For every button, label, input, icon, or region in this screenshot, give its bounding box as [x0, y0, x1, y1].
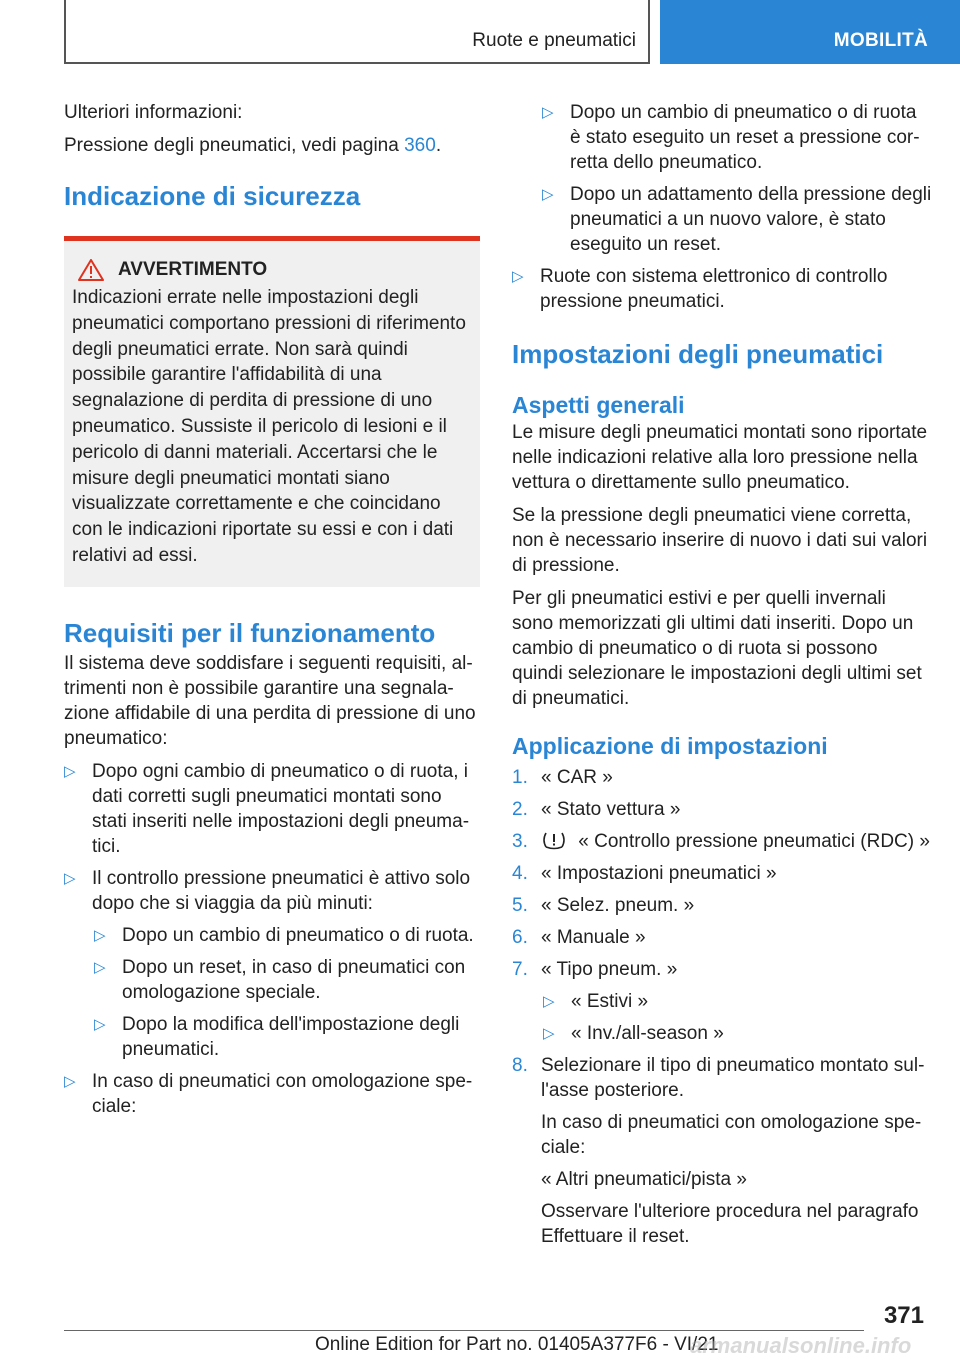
- list-item: [94, 955, 480, 1005]
- step-item: [512, 1053, 932, 1249]
- left-column: [64, 100, 480, 1126]
- triangle-bullet-icon: ▷: [542, 104, 554, 121]
- list-item-text: « Inv./all-season »: [571, 1023, 724, 1044]
- list-item-text: In caso di pneumatici con omologazione speciale:: [92, 1070, 473, 1117]
- list-item: [64, 1069, 480, 1119]
- step-number: 2.: [512, 799, 528, 820]
- requirements-list: [64, 759, 480, 1119]
- page-number: 371: [883, 1302, 924, 1329]
- list-item: [543, 989, 932, 1014]
- right-column: [512, 100, 932, 1256]
- apply-heading: Applicazione di impostazioni: [512, 733, 828, 759]
- triangle-bullet-icon: ▷: [64, 1072, 76, 1090]
- continued-list: [512, 264, 932, 314]
- step-text: « Impostazioni pneumatici »: [541, 863, 777, 884]
- triangle-bullet-icon: ▷: [543, 1025, 555, 1042]
- triangle-bullet-icon: ▷: [543, 993, 555, 1010]
- triangle-bullet-icon: ▷: [64, 762, 76, 780]
- triangle-bullet-icon: ▷: [94, 926, 106, 944]
- list-item: [543, 1021, 932, 1046]
- step7-options: [543, 989, 932, 1046]
- step-text: « Manuale »: [541, 927, 646, 948]
- step-text: « Controllo pressione pneumatici (RDC) »: [578, 831, 930, 852]
- list-item-text: Dopo un cambio di pneumatico o di ruota.: [122, 924, 474, 946]
- warning-triangle-icon: [78, 259, 104, 281]
- triangle-bullet-icon: ▷: [512, 268, 524, 285]
- safety-heading: Indicazione di sicurezza: [64, 181, 361, 211]
- footer-divider: [64, 1330, 864, 1331]
- step-text: Selezionare il tipo di pneumatico montato sull'asse posteriore.: [541, 1055, 925, 1101]
- continued-nested-list: [542, 100, 932, 257]
- step-text: « Stato vettura »: [541, 799, 681, 820]
- intro-end: .: [435, 135, 442, 156]
- list-item-text: Dopo la modifica dell'impostazione degli pneumatici.: [122, 1013, 460, 1060]
- step-number: 3.: [512, 831, 528, 852]
- step-number: 1.: [512, 767, 528, 788]
- header-divider-left: [64, 0, 66, 64]
- step8-paragraph-3: « Altri pneumatici/pista »: [541, 1169, 747, 1190]
- steps-list: [512, 765, 932, 1249]
- list-item-text: Il controllo pressione pneumatici è attivo solo dopo che si viaggia da più minuti:: [92, 867, 471, 914]
- general-paragraph-1: Le misure degli pneumatici montati sono riportate nelle indicazioni relative alla loro pressione nella vettura o direttamente sullo pneumatico.: [512, 422, 928, 493]
- step-text: « Tipo pneum. »: [541, 959, 678, 980]
- warning-title: AVVERTIMENTO: [118, 259, 268, 280]
- list-item-text: Dopo un adattamento della pressione degli pneumatici a un nuovo valore, è stato eseguito un reset.: [570, 184, 932, 255]
- list-item: [542, 182, 932, 257]
- page-link[interactable]: 360: [404, 135, 436, 156]
- step-number: 8.: [512, 1055, 528, 1076]
- chapter-label: MOBILITÀ: [833, 30, 928, 51]
- triangle-bullet-icon: ▷: [94, 1015, 106, 1033]
- settings-heading: Impostazioni degli pneumatici: [512, 339, 884, 369]
- list-item-text: Dopo un reset, in caso di pneumatici con omologazione speciale.: [122, 956, 466, 1003]
- section-title: Ruote e pneumatici: [472, 30, 636, 51]
- step-item: [512, 797, 932, 822]
- step-item: [512, 765, 932, 790]
- step-text: « CAR »: [541, 767, 613, 788]
- step-number: 7.: [512, 959, 528, 980]
- header-divider-bottom: [64, 62, 650, 64]
- edition-text: Online Edition for Part no. 01405A377F6 - VI/21: [315, 1334, 719, 1355]
- intro-text: Pressione degli pneumatici, vedi pagina: [64, 135, 399, 156]
- triangle-bullet-icon: ▷: [64, 869, 76, 887]
- list-item: [542, 100, 932, 175]
- page-header: [0, 0, 960, 65]
- requirements-heading: Requisiti per il funzionamento: [64, 617, 436, 648]
- step-item: [512, 893, 932, 918]
- triangle-bullet-icon: ▷: [542, 186, 554, 203]
- watermark: armanualsonline.info: [690, 1333, 912, 1358]
- general-paragraph-2: Se la pressione degli pneumatici viene corretta, non è necessario inserire di nuovo i dati sui valori di pressione.: [512, 505, 928, 576]
- tire-pressure-warning-icon: [541, 830, 567, 850]
- step-text: « Selez. pneum. »: [541, 895, 695, 916]
- warning-text: Indicazioni errate nelle impostazioni degli pneumatici comportano pressioni di riferimento degli pneumatici errate. Non sarà quindi possibile garantire l'affidabilità di una segnalazione di perdita di pressione di uno pneumatico. Sussiste il pericolo di lesioni e il pericolo di danni materiali. Accertarsi che le misure degli pneumatici montati siano visualizzate correttamente e che coincidano con le indicazioni riportate su essi e con i dati relativi ad essi.: [72, 287, 466, 566]
- step-number: 5.: [512, 895, 528, 916]
- step-item: [512, 861, 932, 886]
- triangle-bullet-icon: ▷: [94, 958, 106, 976]
- intro-label: Ulteriori informazioni:: [64, 102, 243, 123]
- list-item: [94, 1012, 480, 1062]
- list-item: [94, 923, 480, 948]
- list-item: [64, 759, 480, 859]
- header-divider-mid: [648, 0, 650, 64]
- list-item-text: Ruote con sistema elettronico di controllo pressione pneumatici.: [540, 266, 888, 312]
- step8-paragraph-2: In caso di pneumatici con omologazione speciale:: [541, 1112, 922, 1158]
- intro-paragraph: [64, 133, 480, 158]
- nested-list: [94, 923, 480, 1062]
- warning-title-row: [78, 259, 472, 281]
- requirements-text: Il sistema deve soddisfare i seguenti requisiti, altrimenti non è possibile garantire una segnalazione affidabile di una perdita di pressione di uno pneumatico:: [64, 652, 476, 749]
- step-number: 6.: [512, 927, 528, 948]
- list-item-text: Dopo un cambio di pneumatico o di ruota è stato eseguito un reset a pressione corretta dello pneumatico.: [570, 102, 920, 173]
- chapter-tab[interactable]: [660, 0, 960, 64]
- list-item: [64, 866, 480, 1062]
- step-item: [512, 957, 932, 1046]
- general-paragraph-3: Per gli pneumatici estivi e per quelli invernali sono memorizzati gli ultimi dati inseriti. Dopo un cambio di pneumatico o di ruota si possono quindi selezionare le impostazioni degli ultimi set di pneumatici.: [512, 588, 922, 709]
- list-item-text: « Estivi »: [571, 991, 649, 1012]
- step-item: [512, 829, 932, 854]
- general-heading: Aspetti generali: [512, 392, 685, 418]
- list-item-text: Dopo ogni cambio di pneumatico o di ruota, i dati corretti sugli pneumatici montati sono stati inseriti nelle impostazioni degli pneumatici.: [92, 760, 470, 857]
- step-number: 4.: [512, 863, 528, 884]
- step8-paragraph-4: Osservare l'ulteriore procedura nel paragrafo Effettuare il reset.: [541, 1201, 919, 1247]
- warning-box: [64, 236, 480, 587]
- step-item: [512, 925, 932, 950]
- list-item: [512, 264, 932, 314]
